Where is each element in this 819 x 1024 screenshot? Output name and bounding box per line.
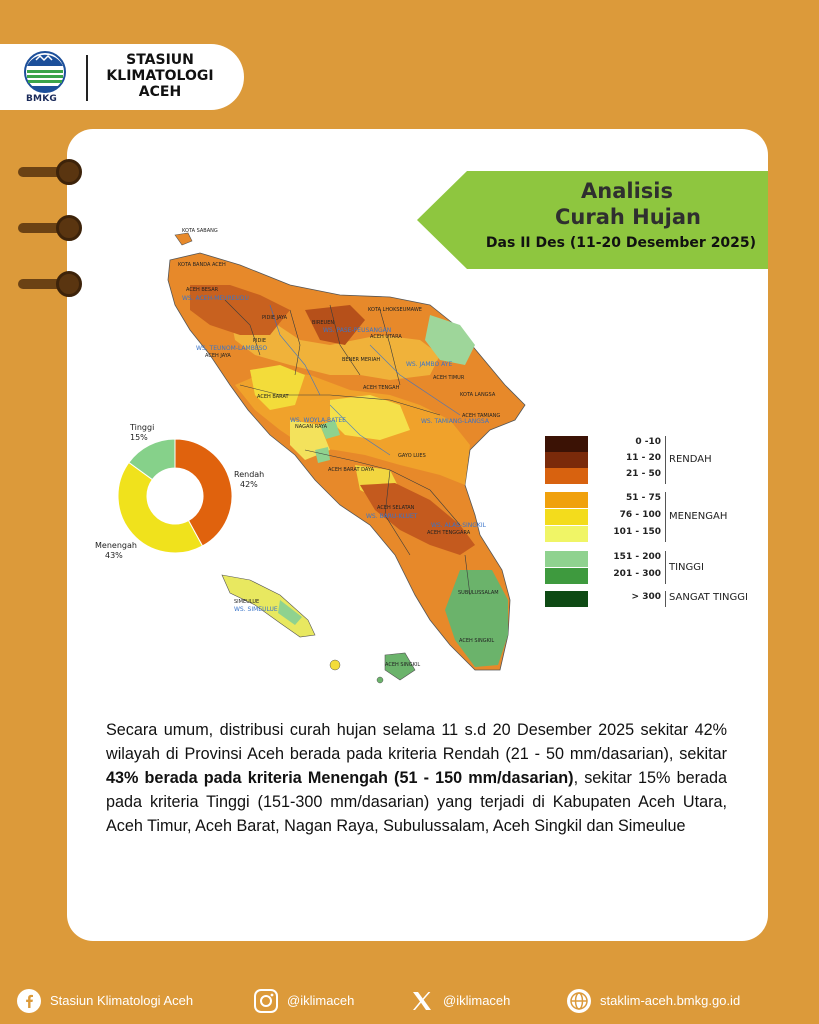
- period-subtitle: Das II Des (11-20 Desember 2025): [485, 235, 757, 251]
- map-label: ACEH TAMIANG: [462, 413, 501, 419]
- legend-swatch: [545, 551, 588, 567]
- watershed-label: WS. TEUNOM-LAMBESO: [196, 345, 268, 352]
- map-label: GAYO LUES: [398, 453, 426, 459]
- map-label: ACEH TIMUR: [433, 375, 465, 381]
- legend-swatch: [545, 568, 588, 584]
- map-label: NAGAN RAYA: [295, 424, 328, 430]
- watershed-label: WS. TAMIANG-LANGSA: [421, 418, 489, 425]
- legend-range-label: 51 - 75: [625, 493, 661, 503]
- legend-range-label: 201 - 300: [613, 569, 661, 579]
- station-line-2: KLIMATOLOGI: [106, 68, 214, 84]
- watershed-label: WS. ACEH-MEUREUDU: [182, 295, 249, 302]
- facebook-text: Stasiun Klimatologi Aceh: [50, 993, 194, 1008]
- rainfall-legend: [545, 434, 775, 614]
- map-label: ACEH SINGKIL: [459, 638, 495, 644]
- legend-swatch: [545, 492, 588, 508]
- map-label: SUBULUSSALAM: [458, 590, 499, 596]
- map-label: KOTA LHOKSEUMAWE: [368, 307, 422, 313]
- map-label: BIREUEN: [312, 320, 335, 326]
- station-line-1: STASIUN: [126, 52, 194, 68]
- station-header: [0, 44, 244, 110]
- legend-swatch: [545, 509, 588, 525]
- legend-range-label: 151 - 200: [613, 552, 661, 562]
- map-label: ACEH JAYA: [205, 353, 231, 359]
- map-label: ACEH TENGAH: [363, 385, 400, 391]
- summary-part-1: Secara umum, distribusi curah hujan selama 11 s.d 20 Desember 2025 sekitar 42% wilayah di Provinsi Aceh berada pada kriteria Rendah (21 - 50 mm/dasarian), sekitar: [106, 721, 727, 763]
- legend-swatch: [545, 591, 588, 607]
- map-label: PIDIE: [253, 338, 266, 344]
- watershed-label: WS. JAMBO AYE: [406, 361, 453, 368]
- binder-ring: [18, 165, 78, 179]
- donut-label-menengah: [95, 541, 137, 561]
- legend-category-sangat-tinggi: SANGAT TINGGI: [669, 592, 748, 603]
- legend-swatch: [545, 526, 588, 542]
- watershed-label: WS. ALAS-SINGKIL: [431, 522, 486, 529]
- map-label: BENER MERIAH: [342, 357, 381, 363]
- instagram-text: @iklimaceh: [287, 993, 355, 1008]
- x-logo-icon: [409, 988, 435, 1014]
- map-label: PIDIE JAYA: [262, 315, 288, 321]
- donut-label-name: Tinggi: [130, 423, 155, 432]
- binder-ring: [18, 221, 78, 235]
- legend-swatch: [545, 468, 588, 484]
- legend-bracket: [665, 436, 666, 484]
- legend-range-label: 76 - 100: [619, 510, 661, 520]
- donut-label-value: 43%: [105, 551, 123, 560]
- map-label: KOTA SABANG: [182, 228, 218, 234]
- donut-label-name: Rendah: [234, 470, 265, 479]
- map-label: ACEH TENGGARA: [427, 530, 471, 536]
- donut-label-value: 42%: [240, 480, 258, 489]
- map-label: ACEH BESAR: [186, 287, 219, 293]
- watershed-label: WS. SIMEULUE: [234, 606, 278, 613]
- legend-swatch: [545, 436, 588, 452]
- map-label: SIMEULUE: [234, 599, 260, 605]
- legend-range-label: > 300: [631, 592, 661, 602]
- map-label: ACEH SELATAN: [377, 505, 415, 511]
- globe-icon: [566, 988, 592, 1014]
- watershed-label: WS. BARU-KLUET: [366, 513, 418, 520]
- summary-paragraph: [106, 718, 727, 838]
- watershed-label: WS. PASE-PEUSANGAN: [323, 327, 392, 334]
- x-text: @iklimaceh: [443, 993, 511, 1008]
- legend-category-rendah: RENDAH: [669, 454, 712, 465]
- donut-label-name: Menengah: [95, 541, 137, 550]
- summary-bold: 43% berada pada kriteria Menengah (51 - 150 mm/dasarian): [106, 769, 574, 787]
- legend-bracket: [665, 591, 666, 607]
- donut-label-rendah: [234, 470, 264, 490]
- legend-range-label: 21 - 50: [625, 469, 661, 479]
- rainfall-donut-chart: [116, 437, 234, 555]
- binder-ring: [18, 277, 78, 291]
- legend-category-tinggi: TINGGI: [669, 562, 704, 573]
- map-label: ACEH BARAT DAYA: [328, 467, 375, 473]
- title-line-1: Analisis: [581, 179, 673, 203]
- legend-range-label: 101 - 150: [613, 527, 661, 537]
- map-label: KOTA LANGSA: [460, 392, 496, 398]
- station-name: [98, 52, 222, 100]
- bmkg-logo-text: BMKG: [26, 94, 57, 104]
- title-line-2: Curah Hujan: [555, 205, 701, 229]
- donut-label-value: 15%: [130, 433, 148, 442]
- header-divider: [86, 55, 88, 101]
- donut-slice-menengah: [118, 462, 202, 553]
- summary-part-2: , sekitar 15% berada pada kriteria Tinggi (151-300 mm/dasarian) yang terjadi di Kabupaten Aceh Utara, Aceh Timur, Aceh Barat, Nagan Raya, Subulussalam, Aceh Singkil dan Simeulue: [106, 769, 727, 835]
- instagram-icon: [253, 988, 279, 1014]
- legend-bracket: [665, 551, 666, 584]
- facebook-icon: [16, 988, 42, 1014]
- map-label: KOTA BANDA ACEH: [178, 262, 226, 268]
- map-label: ACEH BARAT: [257, 394, 289, 400]
- map-label: ACEH UTARA: [370, 334, 402, 340]
- website-text: staklim-aceh.bmkg.go.id: [600, 993, 741, 1008]
- donut-label-tinggi: [130, 423, 154, 443]
- watershed-label: WS. WOYLA-BATEE: [290, 417, 346, 424]
- legend-swatch: [545, 452, 588, 468]
- legend-category-menengah: MENENGAH: [669, 511, 728, 522]
- legend-bracket: [665, 492, 666, 542]
- station-line-3: ACEH: [138, 84, 182, 100]
- legend-range-label: 0 -10: [635, 437, 661, 447]
- map-label: ACEH SINGKIL: [385, 662, 421, 668]
- legend-range-label: 11 - 20: [625, 453, 661, 463]
